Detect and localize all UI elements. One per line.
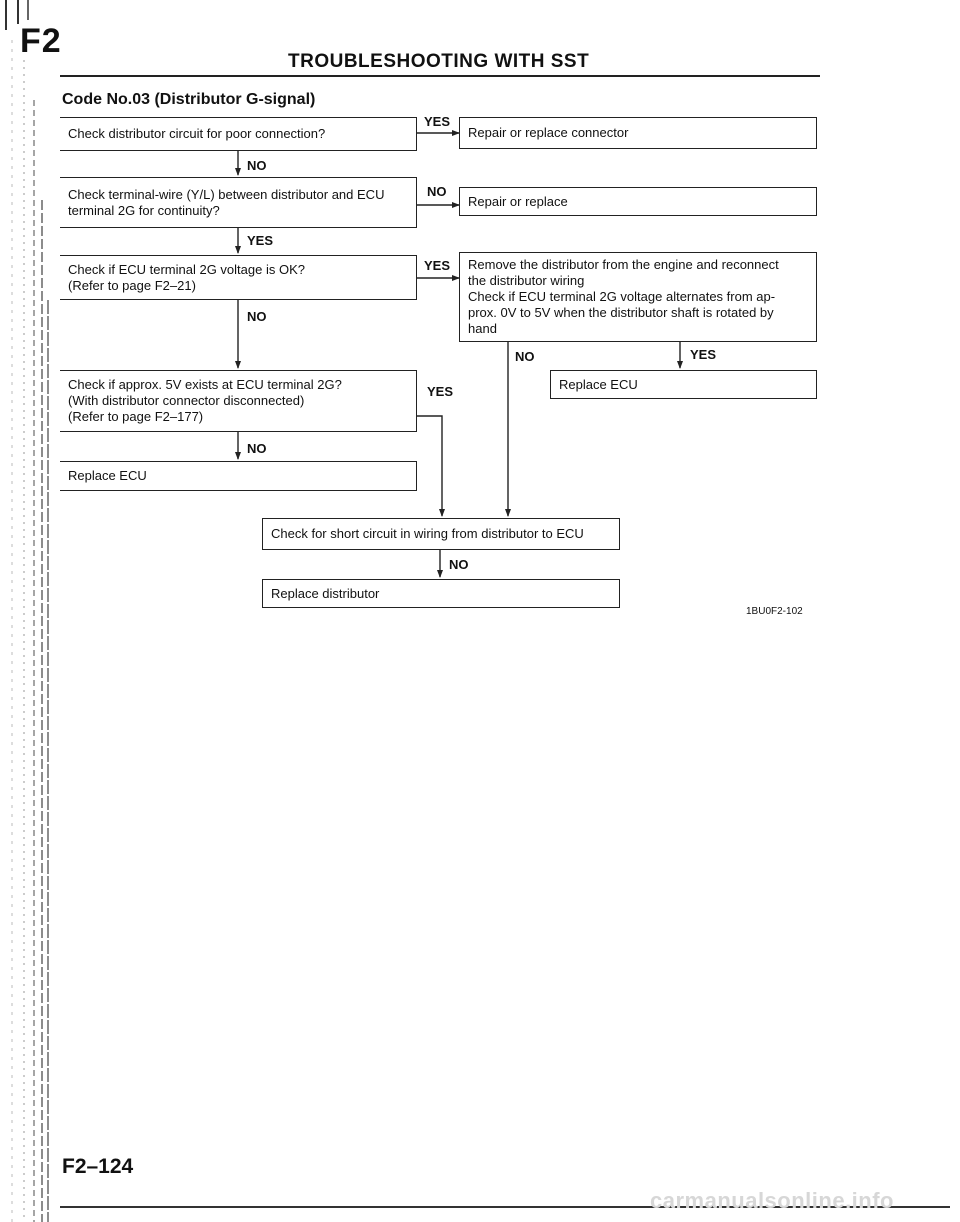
step-remove-distributor-line5: hand — [468, 321, 497, 336]
step-remove-distributor-line1: Remove the distributor from the engine and reconnect — [468, 257, 779, 272]
label-no-short: NO — [449, 557, 469, 572]
section-code: F2 — [20, 22, 62, 60]
step-check-connection — [60, 117, 417, 151]
step-check-short — [262, 518, 620, 550]
step-check-continuity-line2: terminal 2G for continuity? — [68, 202, 220, 218]
step-check-voltage-line2: (Refer to page F2–21) — [68, 277, 196, 293]
label-no-continuity: NO — [427, 184, 447, 199]
step-replace-ecu-right — [550, 370, 817, 399]
procedure-title: Code No.03 (Distributor G-signal) — [62, 91, 316, 108]
label-yes-remove: YES — [690, 347, 717, 362]
step-repair-connector-text: Repair or replace connector — [468, 125, 629, 140]
step-check-5v — [60, 370, 417, 432]
label-no-5v: NO — [247, 441, 267, 456]
binding-margin-scan — [0, 0, 58, 1222]
label-yes-voltage: YES — [424, 258, 451, 273]
step-remove-distributor-line4: prox. 0V to 5V when the distributor shaft is rotated by — [468, 305, 774, 320]
watermark: carmanualsonline.info — [650, 1188, 894, 1213]
step-repair-connector — [459, 117, 817, 149]
step-check-short-text: Check for short circuit in wiring from distributor to ECU — [271, 526, 584, 541]
step-check-voltage — [60, 255, 417, 300]
label-no-remove: NO — [515, 349, 535, 364]
step-remove-distributor — [459, 252, 817, 342]
figure-code: 1BU0F2-102 — [746, 606, 803, 617]
step-check-5v-line2: (With distributor connector disconnected) — [68, 393, 305, 408]
step-remove-distributor-line2: the distributor wiring — [468, 273, 585, 288]
label-no-connection: NO — [247, 158, 267, 173]
step-check-continuity-line1: Check terminal-wire (Y/L) between distributor and ECU — [68, 186, 385, 202]
step-check-5v-line1: Check if approx. 5V exists at ECU terminal 2G? — [68, 377, 342, 392]
page-number: F2–124 — [62, 1155, 134, 1178]
label-yes-connection: YES — [424, 114, 451, 129]
label-yes-5v: YES — [427, 384, 454, 399]
step-replace-distributor — [262, 579, 620, 608]
step-repair-replace — [459, 187, 817, 216]
step-repair-replace-text: Repair or replace — [468, 193, 568, 209]
header-rule — [60, 75, 820, 77]
step-replace-distributor-text: Replace distributor — [271, 585, 380, 601]
section-title: TROUBLESHOOTING WITH SST — [288, 51, 590, 72]
step-replace-ecu-right-text: Replace ECU — [559, 376, 638, 392]
step-check-connection-text: Check distributor circuit for poor connection? — [68, 126, 326, 141]
step-check-5v-line3: (Refer to page F2–177) — [68, 409, 204, 424]
step-check-continuity — [60, 177, 417, 228]
step-remove-distributor-line3: Check if ECU terminal 2G voltage alternates from ap- — [468, 289, 776, 304]
label-yes-continuity: YES — [247, 233, 274, 248]
label-no-voltage: NO — [247, 309, 267, 324]
step-check-voltage-line1: Check if ECU terminal 2G voltage is OK? — [68, 261, 305, 277]
step-replace-ecu-left — [60, 461, 417, 491]
step-replace-ecu-left-text: Replace ECU — [68, 468, 147, 483]
